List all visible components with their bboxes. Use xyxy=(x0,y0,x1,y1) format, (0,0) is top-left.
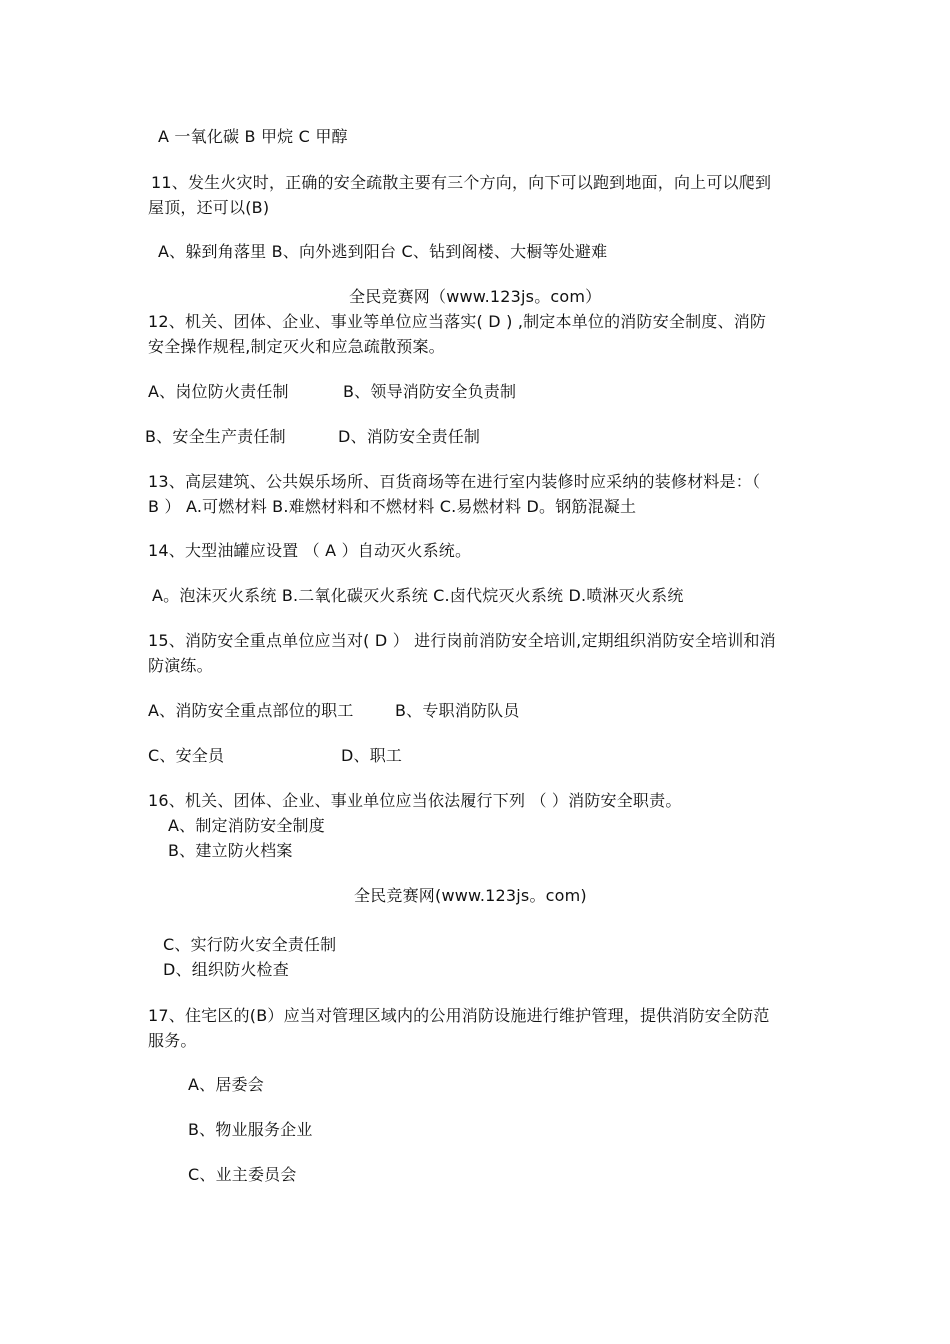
q16-text: 16、机关、团体、企业、事业单位应当依法履行下列 （ ）消防安全职责。 xyxy=(148,791,682,810)
q15-text-line2: 防演练。 xyxy=(148,656,213,675)
q17-option-c: C、业主委员会 xyxy=(188,1165,297,1184)
q11-text-line2: 屋顶，还可以(B) xyxy=(148,198,270,217)
q17-text-line2: 服务。 xyxy=(148,1031,197,1050)
q13-text-line1: 13、高层建筑、公共娱乐场所、百货商场等在进行室内装修时应采纳的装修材料是：（ xyxy=(148,472,761,491)
watermark-line: 全民竞赛网（www.123js。com） xyxy=(349,287,602,306)
q17-text-line1: 17、住宅区的(B）应当对管理区域内的公用消防设施进行维护管理，提供消防安全防范 xyxy=(148,1006,770,1025)
q17-option-b: B、物业服务企业 xyxy=(188,1120,313,1139)
q10-options: A 一氧化碳 B 甲烷 C 甲醇 xyxy=(158,127,348,146)
q11-text-line1: 11、发生火灾时，正确的安全疏散主要有三个方向，向下可以跑到地面，向上可以爬到 xyxy=(151,173,772,192)
q12-option-a: A、岗位防火责任制 xyxy=(148,382,289,401)
q11-options: A、躲到角落里 B、向外逃到阳台 C、钻到阁楼、大橱等处避难 xyxy=(158,242,608,261)
q15-option-b: B、专职消防队员 xyxy=(395,701,520,720)
q16-option-a: A、制定消防安全制度 xyxy=(168,816,325,835)
watermark-line: 全民竞赛网(www.123js。com) xyxy=(354,886,587,905)
q12-option-d: D、消防安全责任制 xyxy=(338,427,481,446)
q15-text-line1: 15、消防安全重点单位应当对( D ） 进行岗前消防安全培训,定期组织消防安全培训和消 xyxy=(148,631,776,650)
q16-option-d: D、组织防火检查 xyxy=(163,960,289,979)
q17-option-a: A、居委会 xyxy=(188,1075,264,1094)
q14-options: A。泡沫灭火系统 B.二氧化碳灭火系统 C.卤代烷灭火系统 D.喷淋灭火系统 xyxy=(152,586,684,605)
q16-option-b: B、建立防火档案 xyxy=(168,841,293,860)
q15-option-d: D、职工 xyxy=(341,746,403,765)
q15-option-c: C、安全员 xyxy=(148,746,225,765)
q16-option-c: C、实行防火安全责任制 xyxy=(163,935,337,954)
q13-text-line2: B ） A.可燃材料 B.难燃材料和不燃材料 C.易燃材料 D。钢筋混凝土 xyxy=(148,497,637,516)
q12-option-c: B、安全生产责任制 xyxy=(145,427,286,446)
q12-option-b: B、领导消防安全负责制 xyxy=(343,382,517,401)
q12-text-line1: 12、机关、团体、企业、事业等单位应当落实( D ) ,制定本单位的消防安全制度、消防 xyxy=(148,312,767,331)
q12-text-line2: 安全操作规程,制定灭火和应急疏散预案。 xyxy=(148,337,445,356)
q15-option-a: A、消防安全重点部位的职工 xyxy=(148,701,354,720)
q14-text: 14、大型油罐应设置 （ A ）自动灭火系统。 xyxy=(148,541,472,560)
